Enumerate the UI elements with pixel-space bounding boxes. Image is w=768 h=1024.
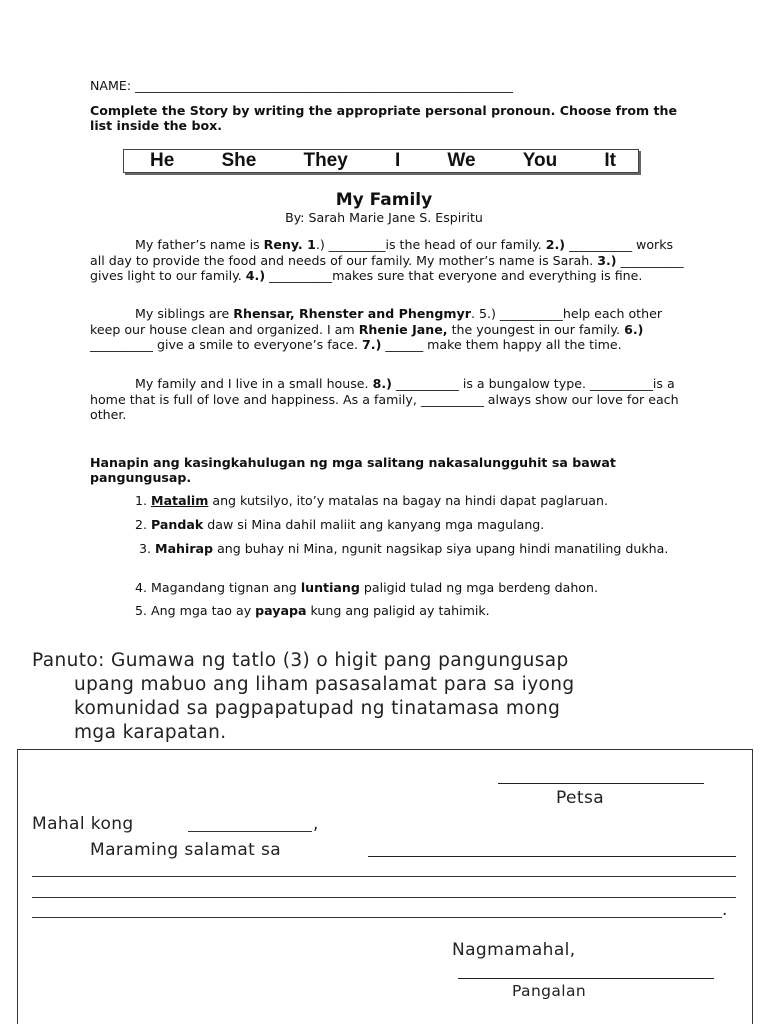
pronoun-they: They [303, 150, 348, 171]
key-word: payapa [255, 603, 307, 618]
para2-text-c: . 5.) __________help each other keep our house clean and organized. I am [90, 306, 662, 337]
letter-body-line-1[interactable] [32, 876, 736, 877]
key-word: luntiang [300, 580, 360, 595]
date-line[interactable] [498, 783, 704, 784]
para2-bold-2: Rhenie Jane, [358, 321, 448, 337]
pronoun-it: It [604, 150, 616, 171]
name-field-label: NAME: ____________________________________________________________ [90, 78, 513, 93]
panuto-line-4: mga karapatan. [74, 722, 227, 743]
pronoun-you: You [522, 150, 558, 171]
salutation-comma: , [313, 814, 319, 834]
para2-text-f: ______ make them happy all the time. [381, 337, 622, 352]
item-number: 3. [135, 541, 156, 556]
item-text: kung ang paligid ay tahimik. [306, 603, 490, 618]
para1-bold-3: 3.) [597, 252, 617, 268]
vocabulary-instruction: Hanapin ang kasingkahulugan ng mga salitang nakasalungguhit sa bawat pangungusap. [90, 455, 616, 485]
para1-text-f: __________makes sure that everyone and everything is fine. [265, 268, 643, 283]
letter-body-period: . [722, 900, 728, 920]
vocabulary-item-1 [90, 493, 690, 509]
signature-line[interactable] [458, 978, 714, 979]
pronoun-choice-box [123, 149, 639, 173]
closing-label: Nagmamahal, [452, 940, 576, 960]
para1-bold-2: 2.) [545, 237, 566, 252]
para2-text-e: __________ give a smile to everyone’s face. [90, 337, 363, 352]
item-text: paligid tulad ng mga berdeng dahon. [359, 580, 598, 595]
pronoun-she: She [221, 150, 257, 171]
vocabulary-item-5 [90, 603, 690, 619]
story-byline: By: Sarah Marie Jane S. Espiritu [285, 210, 483, 225]
para2-bold-1: Rhensar, Rhenster and Phengmyr [233, 306, 471, 321]
panuto-line-1: Panuto: Gumawa ng tatlo (3) o higit pang pangungusap [32, 650, 569, 671]
para2-bold-3: 6.) [624, 321, 644, 337]
salutation-label: Mahal kong [32, 814, 134, 834]
instruction-text: Complete the Story by writing the appropriate personal pronoun. Choose from the list inside the box. [90, 103, 678, 133]
underlined-word: Matalim [151, 493, 209, 508]
item-number: 1. [135, 493, 152, 508]
para1-bold-1: Reny. 1 [263, 237, 316, 252]
item-number: 2. [135, 517, 152, 532]
item-text-pre: Ang mga tao ay [151, 603, 256, 618]
story-paragraph-1 [90, 237, 690, 284]
item-text: ang kutsilyo, ito’y matalas na bagay na hindi dapat paglaruan. [208, 493, 609, 508]
story-paragraph-3 [90, 376, 690, 423]
pronoun-he: He [150, 150, 175, 171]
item-text: daw si Mina dahil maliit ang kanyang mga magulang. [203, 517, 545, 532]
thanks-label: Maraming salamat sa [90, 840, 282, 860]
panuto-line-3: komunidad sa pagpapatupad ng tinatamasa mong [74, 698, 561, 719]
key-word: Mahirap [155, 541, 214, 556]
para3-bold-1: 8.) [372, 376, 392, 391]
pronoun-i: I [394, 150, 401, 171]
name-label: Pangalan [512, 982, 587, 1000]
item-number: 4. [135, 580, 152, 595]
vocabulary-item-4 [90, 580, 690, 596]
para1-text-c: .) _________is the head of our family. [315, 237, 546, 252]
thank-you-letter-box [17, 749, 753, 1024]
item-text: ang buhay ni Mina, ngunit nagsikap siya upang hindi manatiling dukha. [213, 541, 669, 556]
para2-text-a: My siblings are [135, 306, 234, 321]
para1-text-e: __________ gives light to our family. [90, 252, 684, 283]
date-label: Petsa [556, 788, 605, 808]
key-word: Pandak [151, 517, 204, 532]
para1-text-a: My father’s name is [135, 237, 264, 252]
panuto-instruction [32, 649, 752, 745]
para3-text-c: __________ is a bungalow type. __________is a home that is full of love and happiness. As a family, __________ always show our love for each other. [90, 376, 679, 422]
para1-bold-4: 4.) [245, 268, 266, 283]
item-text-pre: Magandang tignan ang [151, 580, 301, 595]
letter-body-line-2[interactable] [32, 897, 736, 898]
vocabulary-item-2 [90, 517, 690, 533]
thanks-blank[interactable] [368, 856, 736, 857]
para2-bold-4: 7.) [362, 337, 382, 352]
para2-text-d: the youngest in our family. [447, 321, 625, 337]
story-paragraph-2 [90, 306, 690, 353]
story-title: My Family [335, 190, 433, 210]
para3-text-a: My family and I live in a small house. [135, 376, 373, 391]
pronoun-we: We [447, 150, 476, 171]
vocabulary-item-3 [90, 541, 690, 557]
para1-text-d: __________ works all day to provide the food and needs of our family. My mother’s name is Sarah. [90, 237, 674, 268]
salutation-blank[interactable] [188, 831, 312, 832]
panuto-line-2: upang mabuo ang liham pasasalamat para sa iyong [74, 674, 575, 695]
item-number: 5. [135, 603, 152, 618]
letter-body-line-3[interactable] [32, 917, 722, 918]
